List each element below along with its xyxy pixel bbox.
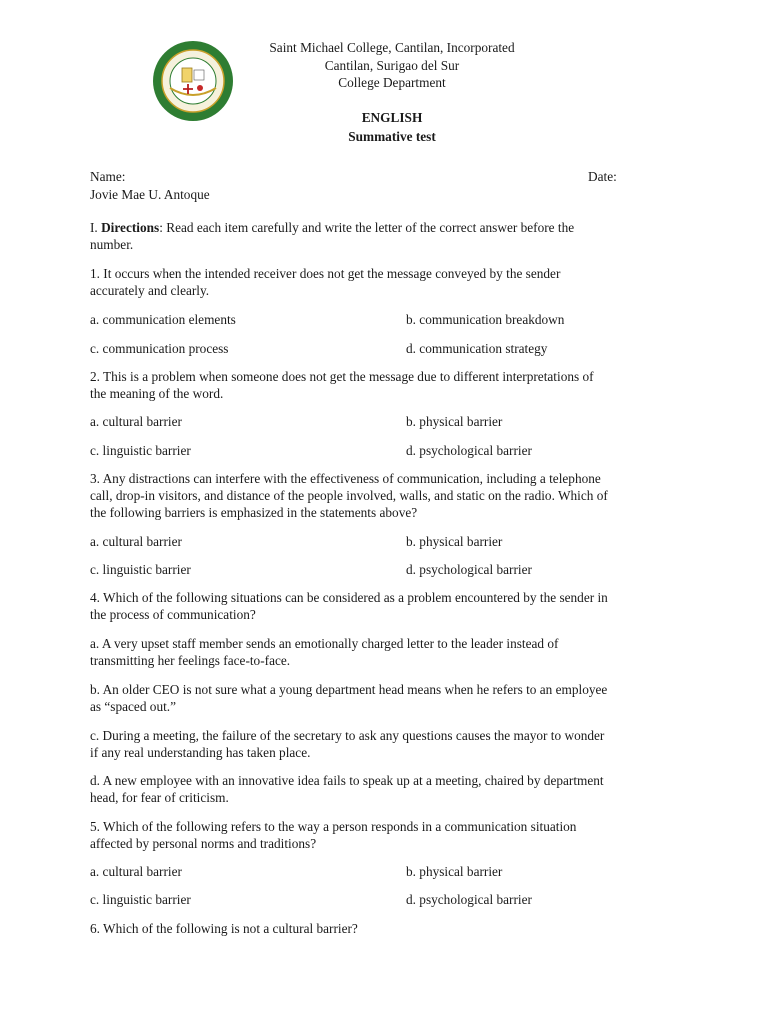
test-type: Summative test (348, 129, 436, 144)
question-6 (90, 920, 690, 937)
option-d: d. psychological barrier (406, 892, 532, 907)
option-text: if any real understanding has taken place. (90, 745, 311, 760)
question-text: 2. This is a problem when someone does not get the message due to different interpretations of (90, 369, 594, 384)
directions-prefix: I. (90, 220, 102, 235)
question-text: call, drop-in visitors, and distance of the people involved, walls, and static on the radio. Which of (90, 488, 608, 503)
question-text: 1. It occurs when the intended receiver does not get the message conveyed by the sender (90, 266, 561, 281)
question-text: 5. Which of the following refers to the way a person responds in a communication situation (90, 819, 577, 834)
option-b: b. physical barrier (406, 864, 503, 879)
option-c: c. linguistic barrier (90, 443, 191, 458)
date-label: Date: (588, 169, 617, 184)
question-text: the meaning of the word. (90, 386, 224, 401)
question-text: the following barriers is emphasized in the statements above? (90, 505, 418, 520)
student-name: Jovie Mae U. Antoque (90, 187, 210, 202)
question-3 (90, 470, 690, 521)
option-d: d. psychological barrier (406, 562, 532, 577)
question-text: 3. Any distractions can interfere with the effectiveness of communication, including a telephone (90, 471, 601, 486)
option-c (90, 727, 690, 761)
option-b: b. communication breakdown (406, 312, 565, 327)
option-b: b. physical barrier (406, 414, 503, 429)
question-text: the process of communication? (90, 607, 256, 622)
question-2 (90, 368, 690, 402)
option-a: a. cultural barrier (90, 534, 182, 549)
question-text: affected by personal norms and traditions? (90, 836, 317, 851)
question-5 (90, 818, 690, 852)
option-b (90, 681, 690, 715)
option-text: a. A very upset staff member sends an emotionally charged letter to the leader instead of (90, 636, 559, 651)
option-c: c. linguistic barrier (90, 892, 191, 907)
option-text: d. A new employee with an innovative idea fails to speak up at a meeting, chaired by department (90, 773, 604, 788)
directions-text-cont: number. (90, 237, 134, 252)
option-text: b. An older CEO is not sure what a young department head means when he refers to an employee (90, 682, 608, 697)
option-a: a. cultural barrier (90, 864, 182, 879)
institution-name: Saint Michael College, Cantilan, Incorporated (269, 40, 515, 55)
directions (90, 219, 690, 253)
option-c: c. linguistic barrier (90, 562, 191, 577)
option-a: a. communication elements (90, 312, 236, 327)
subject-title: ENGLISH (361, 110, 423, 125)
option-text: c. During a meeting, the failure of the secretary to ask any questions causes the mayor to wonder (90, 728, 605, 743)
option-text: transmitting her feelings face-to-face. (90, 653, 291, 668)
directions-text: : Read each item carefully and write the letter of the correct answer before the (159, 220, 575, 235)
option-d (90, 772, 690, 806)
option-a: a. cultural barrier (90, 414, 182, 429)
question-4 (90, 589, 690, 623)
question-text: 4. Which of the following situations can be considered as a problem encountered by the sender in (90, 590, 608, 605)
test-title (300, 108, 484, 146)
school-seal-icon (152, 40, 234, 122)
name-label: Name: (90, 169, 126, 184)
option-c: c. communication process (90, 341, 229, 356)
question-text: 6. Which of the following is not a cultural barrier? (90, 921, 358, 936)
document-header (230, 39, 554, 92)
option-b: b. physical barrier (406, 534, 503, 549)
department-name: College Department (338, 75, 446, 90)
institution-location: Cantilan, Surigao del Sur (324, 57, 460, 73)
option-d: d. psychological barrier (406, 443, 532, 458)
option-a (90, 635, 690, 669)
option-text: as “spaced out.” (90, 699, 177, 714)
option-text: head, for fear of criticism. (90, 790, 229, 805)
question-text: accurately and clearly. (90, 283, 210, 298)
question-1 (90, 265, 690, 299)
option-d: d. communication strategy (406, 341, 548, 356)
directions-heading: Directions (101, 220, 160, 235)
